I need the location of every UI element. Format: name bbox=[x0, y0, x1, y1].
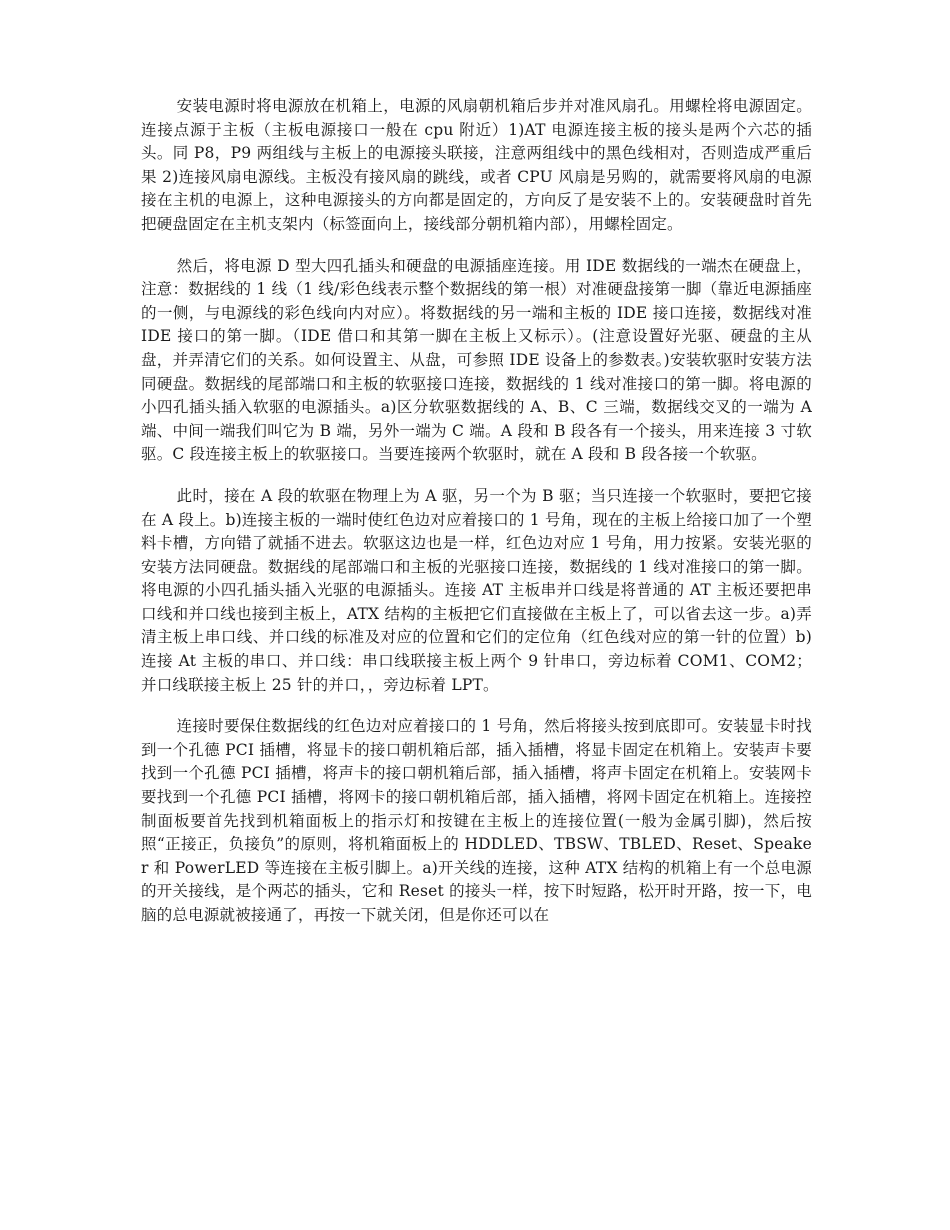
paragraph-2: 然后，将电源 D 型大四孔插头和硬盘的电源插座连接。用 IDE 数据线的一端杰在硬盘上，注意：数据线的 1 线（1 线/彩色线表示整个数据线的第一根）对准硬盘接第一脚（靠近电源插座的一侧，与电源线的彩色线向内对应）。将数据线的另一端和主板的 IDE 接口连接，数据线对准 IDE 接口的第一脚。（IDE 借口和其第一脚在主板上又标示）。(注意设置好光驱、硬盘的主从盘，并弄清它们的关系。如何设置主、从盘，可参照 IDE 设备上的参数表。)安装软驱时安装方法同硬盘。数据线的尾部端口和主板的软驱接口连接，数据线的 1 线对准接口的第一脚。将电源的小四孔插头插入软驱的电源插头。a)区分软驱数据线的 A、B、C 三端，数据线交叉的一端为 A 端、中间一端我们叫它为 B 端，另外一端为 C 端。A 段和 B 段各有一个接头，用来连接 3 寸软驱。C 段连接主板上的软驱接口。当要连接两个软驱时，就在 A 段和 B 段各接一个软驱。 bbox=[141, 256, 812, 464]
paragraph-3: 此时，接在 A 段的软驱在物理上为 A 驱，另一个为 B 驱；当只连接一个软驱时，要把它接在 A 段上。b)连接主板的一端时使红色边对应着接口的 1 号角，现在的主板上给接口加了一个塑料卡槽，方向错了就插不进去。软驱这边也是一样，红色边对应 1 号角，用力按紧。安装光驱的安装方法同硬盘。数据线的尾部端口和主板的光驱接口连接，数据线的 1 线对准接口的第一脚。将电源的小四孔插头插入光驱的电源插头。连接 AT 主板串并口线是将普通的 AT 主板还要把串口线和并口线也接到主板上，ATX 结构的主板把它们直接做在主板上了，可以省去这一步。a)弄清主板上串口线、并口线的标准及对应的位置和它们的定位角（红色线对应的第一针的位置）b)连接 At 主板的串口、并口线：串口线联接主板上两个 9 针串口，旁边标着 COM1、COM2；并口线联接主板上 25 针的并口，，旁边标着 LPT。 bbox=[141, 486, 812, 694]
document-body bbox=[141, 95, 812, 946]
paragraph-1: 安装电源时将电源放在机箱上，电源的风扇朝机箱后步并对准风扇孔。用螺栓将电源固定。连接点源于主板（主板电源接口一般在 cpu 附近）1)AT 电源连接主板的接头是两个六芯的插头。同 P8，P9 两组线与主板上的电源接头联接，注意两组线中的黑色线相对，否则造成严重后果 2)连接风扇电源线。主板没有接风扇的跳线，或者 CPU 风扇是另购的，就需要将风扇的电源接在主机的电源上，这种电源接头的方向都是固定的，方向反了是安装不上的。安装硬盘时首先把硬盘固定在主机支架内（标签面向上，接线部分朝机箱内部），用螺栓固定。 bbox=[141, 97, 812, 233]
paragraph-4: 连接时要保住数据线的红色边对应着接口的 1 号角，然后将接头按到底即可。安装显卡时找到一个孔德 PCI 插槽，将显卡的接口朝机箱后部，插入插槽，将显卡固定在机箱上。安装声卡要找到一个孔德 PCI 插槽，将声卡的接口朝机箱后部，插入插槽，将声卡固定在机箱上。安装网卡要找到一个孔德 PCI 插槽，将网卡的接口朝机箱后部，插入插槽，将网卡固定在机箱上。连接控制面板要首先找到机箱面板上的指示灯和按键在主板上的连接位置(一般为金属引脚)，然后按照“正接正，负接负”的原则，将机箱面板上的 HDDLED、TBSW、TBLED、Reset、Speaker 和 PowerLED 等连接在主板引脚上。a)开关线的连接，这种 ATX 结构的机箱上有一个总电源的开关接线，是个两芯的插头，它和 Reset 的接头一样，按下时短路，松开时开路，按一下，电脑的总电源就被接通了，再按一下就关闭，但是你还可以在 bbox=[141, 717, 812, 924]
